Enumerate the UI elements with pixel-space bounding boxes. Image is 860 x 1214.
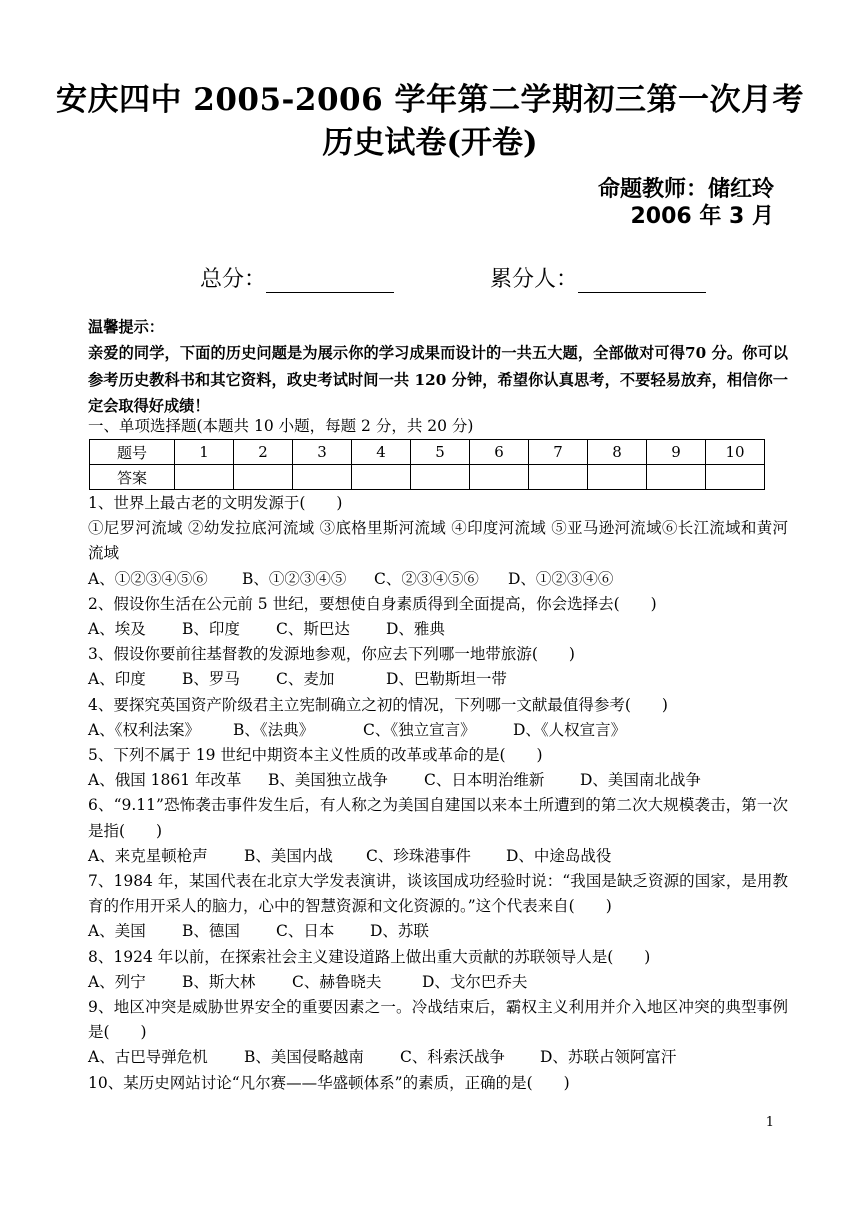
- answer-table-answer-row: [90, 465, 765, 490]
- accumulator-blank[interactable]: [578, 270, 706, 293]
- option: A、古巴导弹危机: [88, 1048, 208, 1067]
- option: B、德国: [182, 922, 240, 941]
- option: C、科索沃战争: [400, 1048, 505, 1067]
- option: A、俄国 1861 年改革: [88, 771, 242, 790]
- answer-cell[interactable]: [529, 465, 588, 490]
- option: B、《法典》: [233, 720, 315, 739]
- option: C、日本: [276, 922, 335, 941]
- option: D、戈尔巴乔夫: [422, 972, 528, 991]
- option: C、珍珠港事件: [366, 846, 471, 865]
- table-number-cell: 10: [706, 440, 765, 465]
- question-3-stem: 3、假设你要前往基督教的发源地参观，你应去下列哪一地带旅游( ): [88, 645, 575, 664]
- option: B、美国独立战争: [268, 771, 388, 790]
- option: C、《独立宣言》: [363, 720, 476, 739]
- tips-text: 亲爱的同学，下面的历史问题是为展示你的学习成果而设计的一共五大题，全部做对可得70 分。你可以参考历史教科书和其它资料，政史考试时间一共 120 分钟，希望你认真思考，不要轻易放弃，相信你一定会取得好成绩！: [88, 344, 788, 415]
- option: D、雅典: [386, 620, 445, 639]
- question-1-options: [88, 567, 788, 592]
- option: D、美国南北战争: [580, 771, 701, 790]
- total-score-field: [200, 262, 394, 293]
- author-block: [598, 176, 774, 230]
- table-number-cell: 1: [175, 440, 234, 465]
- option: A、①②③④⑤⑥: [88, 569, 208, 588]
- table-header-answer: 答案: [90, 465, 175, 490]
- question-6-options: [88, 844, 788, 869]
- option: B、罗马: [182, 670, 240, 689]
- option: C、②③④⑤⑥: [374, 569, 479, 588]
- total-score-label: 总分：: [200, 267, 267, 292]
- option: A、印度: [88, 670, 146, 689]
- table-number-cell: 5: [411, 440, 470, 465]
- option: A、埃及: [88, 620, 146, 639]
- question-1-choices: ①尼罗河流域 ②幼发拉底河流域 ③底格里斯河流域 ④印度河流域 ⑤亚马逊河流域⑥长江流域和黄河流域: [88, 519, 788, 563]
- option: C、斯巴达: [276, 620, 350, 639]
- question-7-stem: 7、1984 年，某国代表在北京大学发表演讲，谈该国成功经验时说：“我国是缺乏资源的国家，是用教育的作用开采人的脑力，心中的智慧资源和文化资源的。”这个代表来自( ): [88, 872, 788, 916]
- table-header-number: 题号: [90, 440, 175, 465]
- answer-cell[interactable]: [470, 465, 529, 490]
- option: D、①②③④⑥: [508, 569, 614, 588]
- option: C、麦加: [276, 670, 335, 689]
- accumulator-label: 累分人：: [490, 267, 579, 292]
- question-1-stem: 1、世界上最古老的文明发源于( ): [88, 494, 343, 512]
- option: D、苏联: [370, 922, 429, 941]
- answer-cell[interactable]: [293, 465, 352, 490]
- exam-date: 2006 年 3 月: [630, 204, 774, 229]
- answer-cell[interactable]: [411, 465, 470, 490]
- question-10-stem: 10、某历史网站讨论“凡尔赛——华盛顿体系”的素质，正确的是( ): [88, 1073, 570, 1092]
- question-list: [88, 491, 788, 1096]
- table-number-cell: 7: [529, 440, 588, 465]
- tips-label: 温馨提示：: [88, 318, 164, 336]
- answer-cell[interactable]: [647, 465, 706, 490]
- option: B、①②③④⑤: [242, 569, 347, 588]
- question-6-stem: 6、“9.11”恐怖袭击事件发生后，有人称之为美国自建国以来本土所遭到的第二次大规模袭击，第一次是指( ): [88, 796, 788, 840]
- option: D、《人权宣言》: [513, 720, 627, 739]
- option: C、赫鲁晓夫: [292, 972, 382, 991]
- question-3-options: [88, 667, 788, 692]
- question-4-options: [88, 718, 788, 743]
- table-number-cell: 3: [293, 440, 352, 465]
- question-2-stem: 2、假设你生活在公元前 5 世纪，要想使自身素质得到全面提高，你会选择去( ): [88, 594, 657, 613]
- question-8-stem: 8、1924 年以前，在探索社会主义建设道路上做出重大贡献的苏联领导人是( ): [88, 947, 651, 966]
- option: A、美国: [88, 922, 146, 941]
- question-8-options: [88, 970, 788, 995]
- option: B、美国内战: [244, 846, 333, 865]
- question-9-stem: 9、地区冲突是威胁世界安全的重要因素之一。冷战结束后，霸权主义利用并介入地区冲突的典型事例是( ): [88, 998, 788, 1042]
- answer-cell[interactable]: [234, 465, 293, 490]
- question-5-options: [88, 768, 788, 793]
- page-number: 1: [765, 1115, 774, 1130]
- question-4-stem: 4、要探究英国资产阶级君主立宪制确立之初的情况，下列哪一文献最值得参考( ): [88, 695, 668, 714]
- answer-cell[interactable]: [175, 465, 234, 490]
- table-number-cell: 4: [352, 440, 411, 465]
- section-heading: 一、单项选择题(本题共 10 小题，每题 2 分，共 20 分): [88, 417, 474, 435]
- option: A、列宁: [88, 972, 146, 991]
- question-5-stem: 5、下列不属于 19 世纪中期资本主义性质的改革或革命的是( ): [88, 746, 543, 765]
- option: D、苏联占领阿富汗: [540, 1048, 677, 1067]
- exam-title: 安庆四中 2005-2006 学年第二学期初三第一次月考: [55, 82, 804, 118]
- author-name: 命题教师：储红玲: [597, 177, 774, 202]
- answer-cell[interactable]: [706, 465, 765, 490]
- answer-table: [89, 439, 765, 490]
- total-score-blank[interactable]: [266, 270, 394, 293]
- accumulator-field: [490, 262, 706, 293]
- option: B、斯大林: [182, 972, 256, 991]
- question-2-options: [88, 617, 788, 642]
- option: C、日本明治维新: [424, 771, 545, 790]
- option: D、巴勒斯坦一带: [386, 670, 507, 689]
- option: D、中途岛战役: [506, 846, 612, 865]
- answer-cell[interactable]: [352, 465, 411, 490]
- answer-table-number-row: [90, 440, 765, 465]
- table-number-cell: 6: [470, 440, 529, 465]
- question-9-options: [88, 1045, 788, 1070]
- option: B、美国侵略越南: [244, 1048, 364, 1067]
- table-number-cell: 8: [588, 440, 647, 465]
- table-number-cell: 2: [234, 440, 293, 465]
- table-number-cell: 9: [647, 440, 706, 465]
- answer-cell[interactable]: [588, 465, 647, 490]
- option: A、来克星顿枪声: [88, 846, 208, 865]
- option: B、印度: [182, 620, 240, 639]
- question-7-options: [88, 919, 788, 944]
- exam-subtitle: 历史试卷(开卷): [322, 125, 538, 161]
- option: A、《权利法案》: [88, 720, 200, 739]
